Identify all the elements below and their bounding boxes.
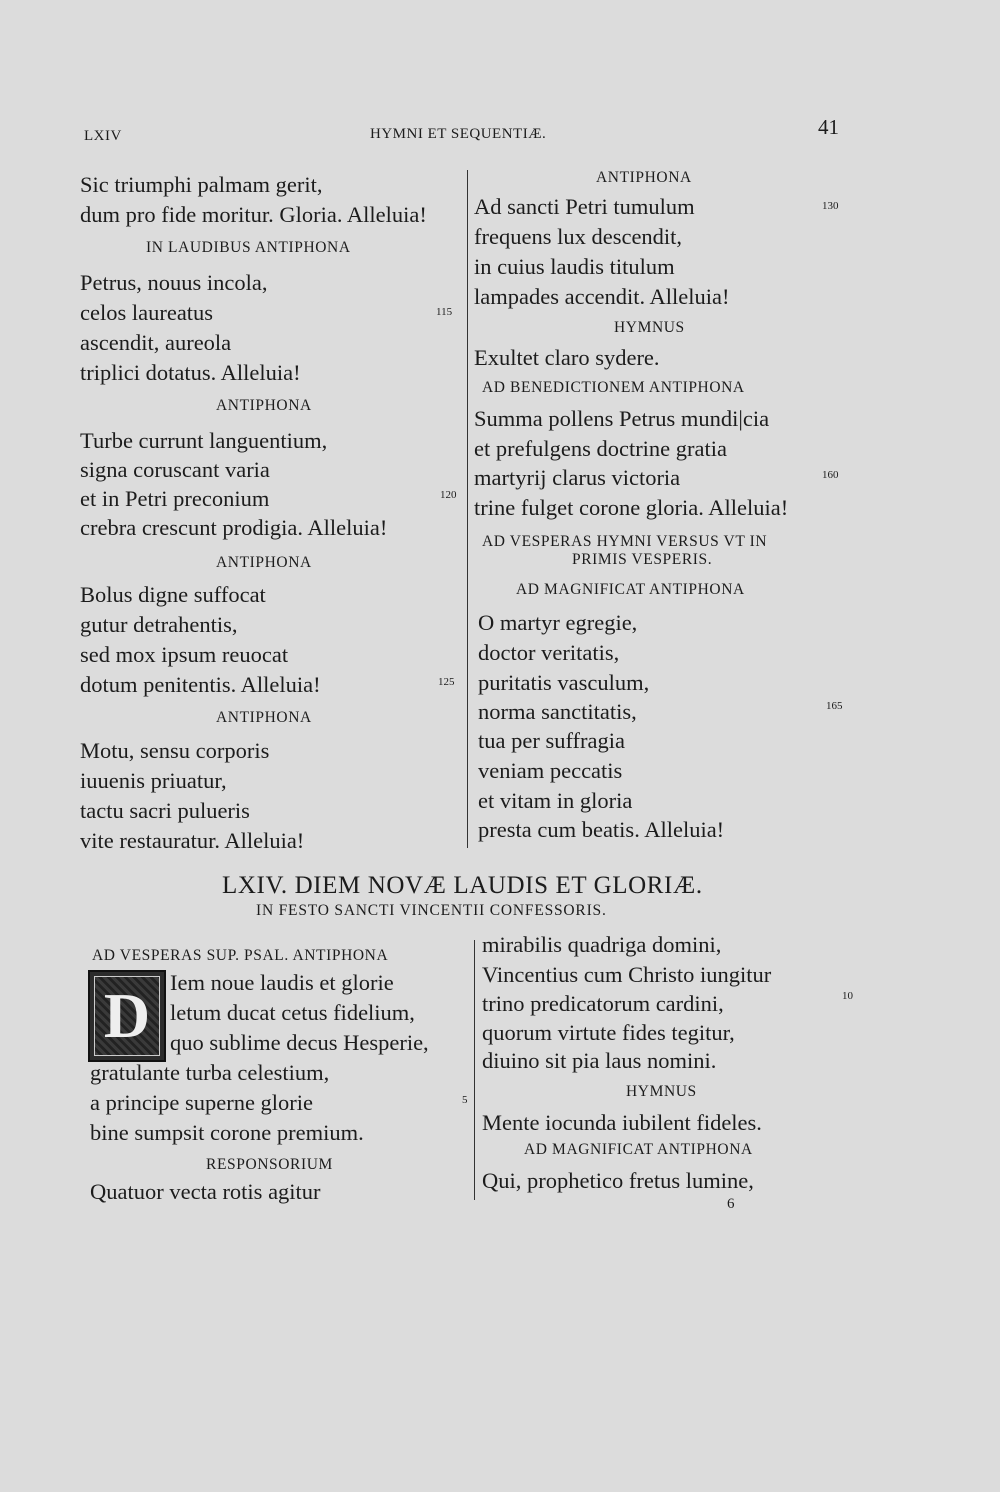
verse-line: vite restauratur. Alleluia!	[80, 828, 305, 853]
verse-line: presta cum beatis. Alleluia!	[478, 817, 725, 842]
hymn-title: LXIV. DIEM NOVÆ LAUDIS ET GLORIÆ.	[222, 872, 703, 899]
verse-line: quorum virtute fides tegitur,	[482, 1020, 735, 1045]
page-number: 41	[818, 115, 839, 139]
verse-line: crebra crescunt prodigia. Alleluia!	[80, 515, 388, 540]
upper-column-rule	[467, 170, 468, 848]
verse-line: diuino sit pia laus nomini.	[482, 1048, 717, 1073]
line-number: 130	[822, 200, 839, 212]
line-number: 120	[440, 489, 457, 501]
verse-line: quo sublime decus Hesperie,	[170, 1030, 429, 1055]
verse-line: Qui, prophetico fretus lumine,	[482, 1168, 754, 1193]
verse-line: Ad sancti Petri tumulum	[474, 194, 695, 219]
verse-line: in cuius laudis titulum	[474, 254, 675, 279]
rubric-heading: ANTIPHONA	[216, 709, 312, 726]
rubric-heading: ANTIPHONA	[596, 169, 692, 186]
verse-line: letum ducat cetus fidelium,	[170, 1000, 415, 1025]
verse-line: Bolus digne suffocat	[80, 582, 266, 607]
verse-line: celos laureatus	[80, 300, 214, 325]
verse-line: frequens lux descendit,	[474, 224, 683, 249]
line-number: 125	[438, 676, 455, 688]
verse-line: Sic triumphi palmam gerit,	[80, 172, 323, 197]
verse-line: trino predicatorum cardini,	[482, 991, 724, 1016]
verse-line: tactu sacri pulueris	[80, 798, 250, 823]
line-number: 115	[436, 306, 453, 318]
verse-line: tua per suffragia	[478, 728, 626, 753]
rubric-heading: AD VESPERAS HYMNI VERSUS VT IN	[482, 533, 768, 550]
signature-mark: 6	[727, 1196, 735, 1212]
rubric-heading: ANTIPHONA	[216, 397, 312, 414]
verse-line: Summa pollens Petrus mundi|cia	[474, 406, 770, 431]
rubric-heading: AD VESPERAS SUP. PSAL. ANTIPHONA	[92, 947, 389, 964]
rubric-heading: AD MAGNIFICAT ANTIPHONA	[524, 1141, 753, 1158]
rubric-heading: AD BENEDICTIONEM ANTIPHONA	[482, 379, 745, 396]
line-number: 160	[822, 469, 839, 481]
verse-line: puritatis vasculum,	[478, 670, 650, 695]
rubric-heading: HYMNUS	[614, 319, 685, 336]
verse-line: veniam peccatis	[478, 758, 623, 783]
verse-line: iuuenis priuatur,	[80, 768, 227, 793]
line-number: 5	[462, 1094, 468, 1106]
verse-line: Mente iocunda iubilent fideles.	[482, 1110, 762, 1135]
verse-line: Quatuor vecta rotis agitur	[90, 1179, 321, 1204]
verse-line: mirabilis quadriga domini,	[482, 932, 722, 957]
rubric-heading: IN LAUDIBUS ANTIPHONA	[146, 239, 351, 256]
verse-line: martyrij clarus victoria	[474, 465, 681, 490]
verse-line: a principe superne glorie	[90, 1090, 314, 1115]
rubric-heading: RESPONSORIUM	[206, 1156, 333, 1173]
verse-line: lampades accendit. Alleluia!	[474, 284, 730, 309]
verse-line: signa coruscant varia	[80, 457, 270, 482]
line-number: 10	[842, 990, 853, 1002]
ornamental-initial-letter: D	[94, 976, 160, 1056]
verse-line: et in Petri preconium	[80, 486, 270, 511]
rubric-heading: PRIMIS VESPERIS.	[572, 551, 713, 568]
rubric-heading: ANTIPHONA	[216, 554, 312, 571]
lower-column-rule	[474, 940, 475, 1200]
hymn-subtitle: IN FESTO SANCTI VINCENTII CONFESSORIS.	[256, 902, 607, 919]
running-header-title: HYMNI ET SEQUENTIÆ.	[370, 126, 547, 142]
verse-line: Exultet claro sydere.	[474, 345, 660, 370]
verse-line: et prefulgens doctrine gratia	[474, 436, 728, 461]
rubric-heading: AD MAGNIFICAT ANTIPHONA	[516, 581, 745, 598]
verse-line: Turbe currunt languentium,	[80, 428, 328, 453]
ornamental-initial-d	[88, 970, 166, 1062]
running-header-left: LXIV	[84, 128, 122, 144]
verse-line: O martyr egregie,	[478, 610, 638, 635]
verse-line: ascendit, aureola	[80, 330, 232, 355]
verse-line: dotum penitentis. Alleluia!	[80, 672, 321, 697]
line-number: 165	[826, 700, 843, 712]
verse-line: gratulante turba celestium,	[90, 1060, 330, 1085]
verse-line: bine sumpsit corone premium.	[90, 1120, 364, 1145]
verse-line: triplici dotatus. Alleluia!	[80, 360, 301, 385]
verse-line: norma sanctitatis,	[478, 699, 637, 724]
verse-line: gutur detrahentis,	[80, 612, 238, 637]
verse-line: Vincentius cum Christo iungitur	[482, 962, 772, 987]
verse-line: Petrus, nouus incola,	[80, 270, 268, 295]
verse-line: trine fulget corone gloria. Alleluia!	[474, 495, 789, 520]
rubric-heading: HYMNUS	[626, 1083, 697, 1100]
verse-line: Iem noue laudis et glorie	[170, 970, 394, 995]
verse-line: et vitam in gloria	[478, 788, 633, 813]
verse-line: sed mox ipsum reuocat	[80, 642, 289, 667]
verse-line: Motu, sensu corporis	[80, 738, 270, 763]
verse-line: dum pro fide moritur. Gloria. Alleluia!	[80, 202, 427, 227]
verse-line: doctor veritatis,	[478, 640, 620, 665]
